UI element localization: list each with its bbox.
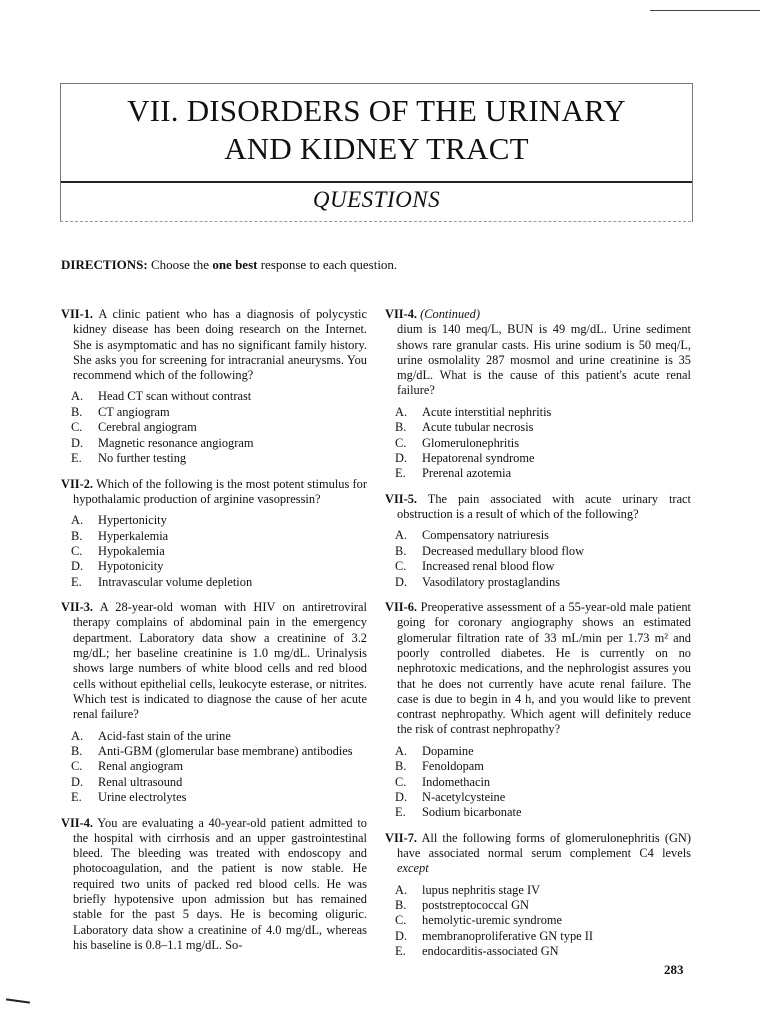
- answer-option: [385, 744, 691, 759]
- option-text: poststreptococcal GN: [422, 898, 530, 913]
- question-text: You are evaluating a 40-year-old patient admitted to the hospital with cirrhosis and an upper gastrointestinal bleed. The bleeding was treated with endoscopy and photocoagulation, and the patient is now stable. He required two units of packed red blood cells. He was briefly hypotensive upon admission but has remained stable for the past 5 days. He is becoming oliguric. Laboratory data show a creatinine of 4.0 mg/dL, whereas his baseline is 0.8–1.1 mg/dL. So-: [73, 815, 367, 952]
- answer-options: [61, 729, 367, 806]
- option-text: Acid-fast stain of the urine: [98, 728, 231, 743]
- question-stem: [61, 307, 367, 383]
- answer-option: [385, 405, 691, 420]
- directions-emphasis: one best: [212, 257, 258, 272]
- answer-option: [61, 775, 367, 790]
- option-letter: C.: [395, 435, 407, 450]
- question-number: VII-4.: [385, 307, 418, 321]
- answer-option: [385, 466, 691, 481]
- option-letter: E.: [71, 574, 82, 589]
- question-stem: [61, 816, 367, 954]
- option-text: Fenoldopam: [422, 759, 484, 774]
- top-rule: [650, 10, 760, 11]
- answer-option: [385, 559, 691, 574]
- question-text: A clinic patient who has a diagnosis of polycystic kidney disease has been doing research on the Internet. She is asymptomatic and has no significant family history. She asks you for screening for intracranial aneurysms. You recommend which of the following?: [73, 307, 367, 383]
- answer-option: [385, 420, 691, 435]
- option-text: Urine electrolytes: [98, 790, 187, 805]
- directions-label: DIRECTIONS:: [61, 257, 148, 272]
- option-letter: A.: [395, 528, 408, 543]
- answer-option: [61, 559, 367, 574]
- question-stem: [385, 600, 691, 738]
- option-text: Glomerulonephritis: [422, 435, 520, 450]
- continued-label: (Continued): [420, 307, 481, 321]
- answer-option: [61, 744, 367, 759]
- option-text: No further testing: [98, 451, 187, 466]
- answer-option: [385, 913, 691, 928]
- question-text: Which of the following is the most potent stimulus for hypothalamic production of arginine vasopressin?: [73, 476, 368, 506]
- option-text: lupus nephritis stage IV: [422, 882, 541, 897]
- answer-option: [385, 944, 691, 959]
- option-letter: A.: [395, 882, 408, 897]
- question-block: [385, 307, 691, 482]
- answer-option: [61, 451, 367, 466]
- answer-option: [385, 805, 691, 820]
- option-text: Hepatorenal syndrome: [422, 451, 535, 465]
- answer-option: [61, 759, 367, 774]
- answer-option: [385, 528, 691, 543]
- option-text: Head CT scan without contrast: [98, 389, 252, 404]
- option-text: Renal ultrasound: [98, 774, 183, 789]
- answer-option: [61, 575, 367, 590]
- answer-options: [61, 389, 367, 466]
- answer-option: [385, 775, 691, 790]
- option-letter: B.: [395, 898, 407, 913]
- question-text: A 28-year-old woman with HIV on antiretroviral therapy complains of abdominal pain in the emergency department. Laboratory data show a creatinine of 3.2 mg/dL; her baseline creatinine is 1.0 mg/dL. Urinalysis shows large numbers of white blood cells and red blood cells without epithelial cells, leukocyte esterase, or nitrites. Which test is indicated to diagnose the cause of her acute renal failure?: [73, 600, 367, 722]
- header-divider: [61, 181, 692, 183]
- option-text: Decreased medullary blood flow: [422, 543, 585, 558]
- option-text: Sodium bicarbonate: [422, 805, 522, 820]
- answer-option: [61, 405, 367, 420]
- answer-options: [385, 528, 691, 590]
- question-block: [61, 600, 367, 805]
- question-number: VII-3.: [61, 600, 94, 615]
- option-letter: D.: [71, 435, 84, 450]
- directions: [61, 257, 397, 273]
- directions-pre: Choose the: [147, 257, 213, 272]
- right-column: [385, 307, 691, 970]
- option-letter: E.: [395, 944, 406, 959]
- answer-option: [385, 790, 691, 805]
- option-letter: C.: [395, 774, 407, 789]
- option-text: Intravascular volume depletion: [98, 574, 253, 589]
- question-stem: [385, 492, 691, 523]
- chapter-title: [61, 92, 692, 168]
- option-letter: B.: [395, 543, 407, 558]
- question-number: VII-1.: [61, 307, 94, 321]
- answer-option: [61, 389, 367, 404]
- page-number: 283: [664, 962, 684, 977]
- chapter-title-line-2: AND KIDNEY TRACT: [224, 131, 529, 166]
- question-number: VII-4.: [61, 815, 94, 830]
- option-text: Prerenal azotemia: [422, 466, 512, 481]
- option-letter: A.: [71, 389, 84, 404]
- answer-option: [385, 759, 691, 774]
- answer-option: [61, 420, 367, 435]
- option-letter: C.: [395, 559, 407, 574]
- answer-option: [385, 544, 691, 559]
- question-number: VII-2.: [61, 476, 94, 491]
- option-text: Magnetic resonance angiogram: [98, 435, 254, 450]
- question-block: [385, 492, 691, 590]
- question-block: [385, 831, 691, 960]
- chapter-title-line-1: VII. DISORDERS OF THE URINARY: [127, 93, 626, 128]
- question-text-emphasis: except: [397, 861, 429, 876]
- question-text: The pain associated with acute urinary tract obstruction is a result of which of the following?: [397, 491, 692, 522]
- option-text: Acute interstitial nephritis: [422, 404, 552, 419]
- option-text: Hypertonicity: [98, 513, 167, 528]
- option-text: Vasodilatory prostaglandins: [422, 574, 560, 589]
- option-letter: E.: [395, 805, 406, 820]
- answer-option: [61, 790, 367, 805]
- answer-option: [385, 575, 691, 590]
- option-letter: C.: [71, 543, 83, 558]
- option-text: Anti-GBM (glomerular base membrane) antibodies: [98, 743, 353, 758]
- option-letter: A.: [395, 743, 408, 758]
- option-letter: B.: [71, 743, 83, 758]
- option-letter: A.: [71, 513, 84, 528]
- chapter-header: [60, 83, 693, 222]
- answer-option: [61, 544, 367, 559]
- question-text: All the following forms of glomerulonephritis (GN) have associated normal serum complement C4 levels: [397, 830, 691, 861]
- question-number: VII-6.: [385, 600, 418, 615]
- option-text: Hypotonicity: [98, 559, 164, 574]
- option-letter: D.: [395, 789, 408, 804]
- option-letter: B.: [71, 404, 83, 419]
- answer-option: [61, 436, 367, 451]
- question-text: Preoperative assessment of a 55-year-old male patient going for coronary angiography shows an estimated glomerular filtration rate of 33 mL/min per 1.73 m² and poorly controlled diabetes. He is currently on no nephrotoxic medications, and the nephrologist assures you that he does not currently have acute renal failure. The case is due to begin in 4 h, and you would like to prevent contrast nephropathy. Which agent will definitely reduce the risk of contrast nephropathy?: [397, 600, 691, 737]
- option-text: Acute tubular necrosis: [422, 420, 534, 435]
- answer-options: [385, 744, 691, 821]
- answer-option: [385, 451, 691, 466]
- answer-options: [385, 405, 691, 482]
- option-text: Compensatory natriuresis: [422, 528, 549, 543]
- option-letter: E.: [395, 466, 406, 481]
- option-text: hemolytic-uremic syndrome: [422, 913, 563, 928]
- question-block: [61, 307, 367, 467]
- option-text: Hyperkalemia: [98, 528, 169, 543]
- question-number: VII-5.: [385, 491, 418, 506]
- option-text: CT angiogram: [98, 404, 170, 419]
- question-stem: [61, 600, 367, 722]
- answer-option: [385, 436, 691, 451]
- question-stem: [385, 307, 691, 399]
- question-number: VII-7.: [385, 830, 418, 845]
- option-letter: D.: [395, 451, 408, 465]
- option-letter: A.: [395, 404, 408, 419]
- option-letter: A.: [71, 728, 84, 743]
- question-stem: [385, 831, 691, 877]
- option-letter: C.: [395, 913, 407, 928]
- option-text: N-acetylcysteine: [422, 789, 506, 804]
- option-text: Renal angiogram: [98, 759, 183, 774]
- option-letter: D.: [395, 574, 408, 589]
- option-text: Dopamine: [422, 743, 474, 758]
- answer-option: [385, 898, 691, 913]
- header-bottom-rule: [60, 221, 691, 222]
- section-subtitle: QUESTIONS: [312, 187, 441, 212]
- option-text: Hypokalemia: [98, 543, 165, 558]
- option-letter: B.: [395, 759, 407, 774]
- answer-option: [385, 929, 691, 944]
- option-text: membranoproliferative GN type II: [422, 928, 593, 943]
- option-text: endocarditis-associated GN: [422, 944, 559, 959]
- option-letter: E.: [71, 451, 82, 466]
- answer-option: [61, 513, 367, 528]
- answer-options: [61, 513, 367, 590]
- option-text: Indomethacin: [422, 774, 491, 789]
- answer-option: [61, 729, 367, 744]
- question-block: [61, 477, 367, 591]
- answer-options: [385, 883, 691, 960]
- option-text: Increased renal blood flow: [422, 559, 555, 574]
- question-block: [385, 600, 691, 821]
- corner-mark: [6, 998, 30, 1003]
- left-column: [61, 307, 367, 963]
- option-letter: E.: [71, 790, 82, 805]
- option-letter: D.: [71, 559, 84, 574]
- question-text: dium is 140 meq/L, BUN is 49 mg/dL. Urine sediment shows rare granular casts. His urine sodium is 50 meq/L, urine osmolality 287 mosmol and urine creatinine is 35 mg/dL. What is the cause of this patient's acute renal failure?: [397, 322, 691, 398]
- option-letter: B.: [395, 420, 407, 435]
- option-letter: B.: [71, 528, 83, 543]
- option-letter: D.: [395, 928, 408, 943]
- option-letter: C.: [71, 759, 83, 774]
- answer-option: [385, 883, 691, 898]
- directions-post: response to each question.: [257, 257, 398, 272]
- option-text: Cerebral angiogram: [98, 420, 197, 435]
- question-block: [61, 816, 367, 954]
- question-stem: [61, 477, 367, 508]
- answer-option: [61, 529, 367, 544]
- option-letter: D.: [71, 774, 84, 789]
- option-letter: C.: [71, 420, 83, 435]
